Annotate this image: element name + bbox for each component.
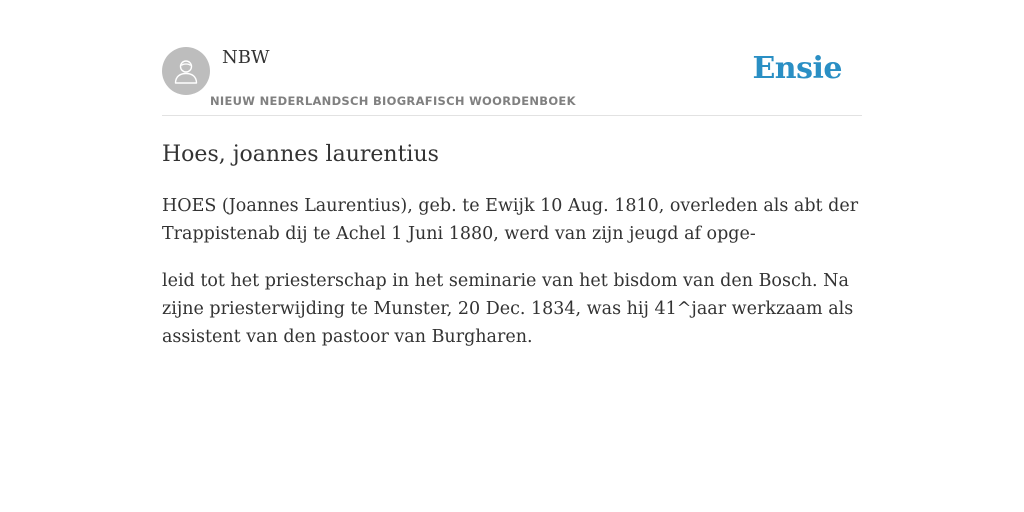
source-subtitle: NIEUW NEDERLANDSCH BIOGRAFISCH WOORDENBOEK [210,94,576,108]
page [162,0,862,347]
source-title[interactable]: NBW [222,47,270,68]
article-title: Hoes, joannes laurentius [162,142,439,167]
article-paragraph-2: leid tot het priesterschap in het seminarie van het bisdom van den Bosch. Na zijne priesterwijding te Munster, 20 Dec. 1834, was hij 41^jaar werkzaam als assistent van den pastoor van Burgharen. [162,271,854,347]
article-paragraph-1: HOES (Joannes Laurentius), geb. te Ewijk 10 Aug. 1810, overleden als abt der Trappistenab dij te Achel 1 Juni 1880, werd van zijn jeugd af opge- [162,196,859,244]
ensie-logo[interactable]: Ensie [752,51,842,86]
source-header [162,0,862,116]
user-icon [171,56,201,86]
source-avatar[interactable] [162,47,210,95]
